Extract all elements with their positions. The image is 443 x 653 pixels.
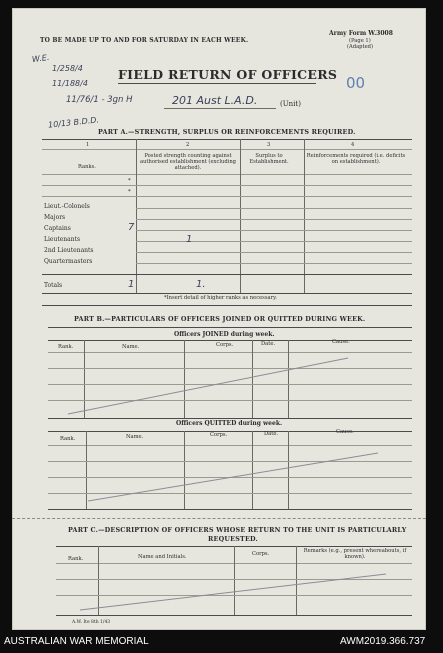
quitted-col-cause: Cause. bbox=[336, 429, 354, 435]
handwritten-unit-name: 201 Aust L.A.D. bbox=[172, 94, 258, 107]
row-rule-4 bbox=[136, 241, 412, 242]
form-title: FIELD RETURN OF OFFICERS bbox=[118, 67, 338, 82]
part-a-vline-3 bbox=[304, 139, 305, 293]
rank-majors: Majors bbox=[44, 214, 66, 221]
part-c-col-corps: Corps. bbox=[252, 551, 270, 557]
joined-rule-bottom bbox=[48, 418, 412, 419]
part-c-col-remarks: Remarks (e.g., present whereabouts, if known). bbox=[303, 548, 407, 560]
handwritten-line2: 11/188/4 bbox=[52, 79, 88, 88]
part-c-col-name: Name and Initials. bbox=[138, 554, 187, 560]
part-a-rule-nums bbox=[42, 149, 412, 150]
row-rule-6 bbox=[136, 263, 412, 264]
row-rule-star-1 bbox=[42, 185, 412, 186]
part-b-rule-top bbox=[48, 327, 412, 328]
form-page-label: (Page 1) bbox=[349, 38, 371, 44]
col-head-ranks: Ranks. bbox=[78, 164, 96, 170]
joined-title: Officers JOINED during week. bbox=[174, 331, 275, 338]
instruction-text: TO BE MADE UP TO AND FOR SATURDAY IN EACH WEEK. bbox=[40, 37, 249, 44]
rank-captains: Captains bbox=[44, 225, 71, 232]
col-num-1: 1 bbox=[86, 142, 90, 148]
row-rule-3 bbox=[136, 230, 412, 231]
part-a-bottom-rule bbox=[42, 305, 412, 306]
handwritten-we: W.E. bbox=[31, 52, 50, 65]
printer-mark: A.W. Ite 8th 1/43 bbox=[72, 620, 111, 625]
row-rule-star-2 bbox=[42, 196, 412, 197]
part-a-vline-1 bbox=[136, 139, 137, 293]
part-a-rule-heads bbox=[42, 174, 412, 175]
quitted-cancel-stroke bbox=[48, 431, 412, 509]
quitted-col-rank: Rank. bbox=[60, 436, 76, 442]
quitted-col-name: Name. bbox=[126, 434, 144, 440]
part-c-cancel-stroke bbox=[56, 546, 412, 616]
handwritten-captains-mark: 7 bbox=[128, 222, 135, 233]
part-a-footnote: *Insert detail of higher ranks as necessary. bbox=[164, 295, 277, 301]
rank-lieut-colonels: Lieut.-Colonels bbox=[44, 203, 90, 210]
part-a-rule-top bbox=[42, 139, 412, 140]
form-adapted-label: (Adapted) bbox=[347, 44, 374, 50]
handwritten-totals-value: 1. bbox=[196, 279, 206, 290]
part-c-col-rank: Rank. bbox=[68, 556, 84, 562]
title-underline bbox=[118, 83, 316, 84]
joined-col-name: Name. bbox=[122, 344, 140, 350]
quitted-title: Officers QUITTED during week. bbox=[176, 420, 283, 427]
row-rule-5 bbox=[136, 252, 412, 253]
rank-lieutenants: Lieutenants bbox=[44, 236, 81, 243]
handwritten-totals-mark: 1 bbox=[128, 279, 135, 290]
rank-quartermasters: Quartermasters bbox=[44, 258, 93, 265]
form-number: Army Form W.3008 bbox=[329, 30, 393, 37]
col-head-posted-strength: Posted strength counting against authorised establishment (excluding attached). bbox=[139, 153, 236, 171]
totals-label: Totals bbox=[44, 282, 63, 289]
star-2: * bbox=[128, 189, 131, 195]
footer-institution: AUSTRALIAN WAR MEMORIAL bbox=[4, 636, 149, 647]
perforation-line bbox=[12, 518, 426, 519]
handwritten-captains-value: 1 bbox=[186, 234, 193, 245]
handwritten-line4: 10/13 B.D.D. bbox=[47, 115, 100, 130]
joined-col-date: Date. bbox=[261, 341, 276, 347]
col-head-reinforcements: Reinforcements required (i.e. deficits on establishment). bbox=[306, 153, 406, 165]
part-c-title-line2: REQUESTED. bbox=[208, 535, 258, 543]
unit-underline bbox=[164, 108, 276, 109]
row-rule-1 bbox=[136, 208, 412, 209]
handwritten-line1: 1/258/4 bbox=[52, 64, 83, 73]
handwritten-line3: 11/76/1 - 3gn H bbox=[66, 95, 133, 105]
col-num-2: 2 bbox=[186, 142, 190, 148]
col-head-surplus: Surplus to Establishment. bbox=[249, 153, 289, 165]
footer-accession-number: AWM2019.366.737 bbox=[340, 636, 426, 647]
star-1: * bbox=[128, 178, 131, 184]
totals-rule-bottom bbox=[42, 293, 412, 294]
quitted-col-corps: Corps. bbox=[210, 432, 228, 438]
part-a-vline-2 bbox=[240, 139, 241, 293]
totals-rule-top bbox=[42, 274, 412, 275]
handwritten-00-mark: 00 bbox=[346, 74, 366, 92]
joined-col-rank: Rank. bbox=[58, 344, 74, 350]
joined-col-cause: Cause. bbox=[332, 339, 350, 345]
part-a-title: PART A.—STRENGTH, SURPLUS OR REINFORCEMENTS REQUIRED. bbox=[98, 128, 356, 136]
col-num-3: 3 bbox=[267, 142, 271, 148]
quitted-col-date: Date. bbox=[264, 431, 279, 437]
row-rule-2 bbox=[136, 219, 412, 220]
col-num-4: 4 bbox=[351, 142, 355, 148]
joined-col-corps: Corps. bbox=[216, 342, 234, 348]
part-b-title: PART B.—PARTICULARS OF OFFICERS JOINED OR QUITTED DURING WEEK. bbox=[74, 315, 366, 323]
form-page bbox=[12, 8, 426, 630]
unit-label: (Unit) bbox=[280, 100, 301, 108]
rank-2nd-lieutenants: 2nd Lieutenants bbox=[44, 247, 94, 254]
quitted-rule-bottom bbox=[48, 509, 412, 510]
part-c-title-line1: PART C.—DESCRIPTION OF OFFICERS WHOSE RETURN TO THE UNIT IS PARTICULARLY bbox=[68, 526, 407, 534]
joined-cancel-stroke bbox=[48, 340, 412, 418]
